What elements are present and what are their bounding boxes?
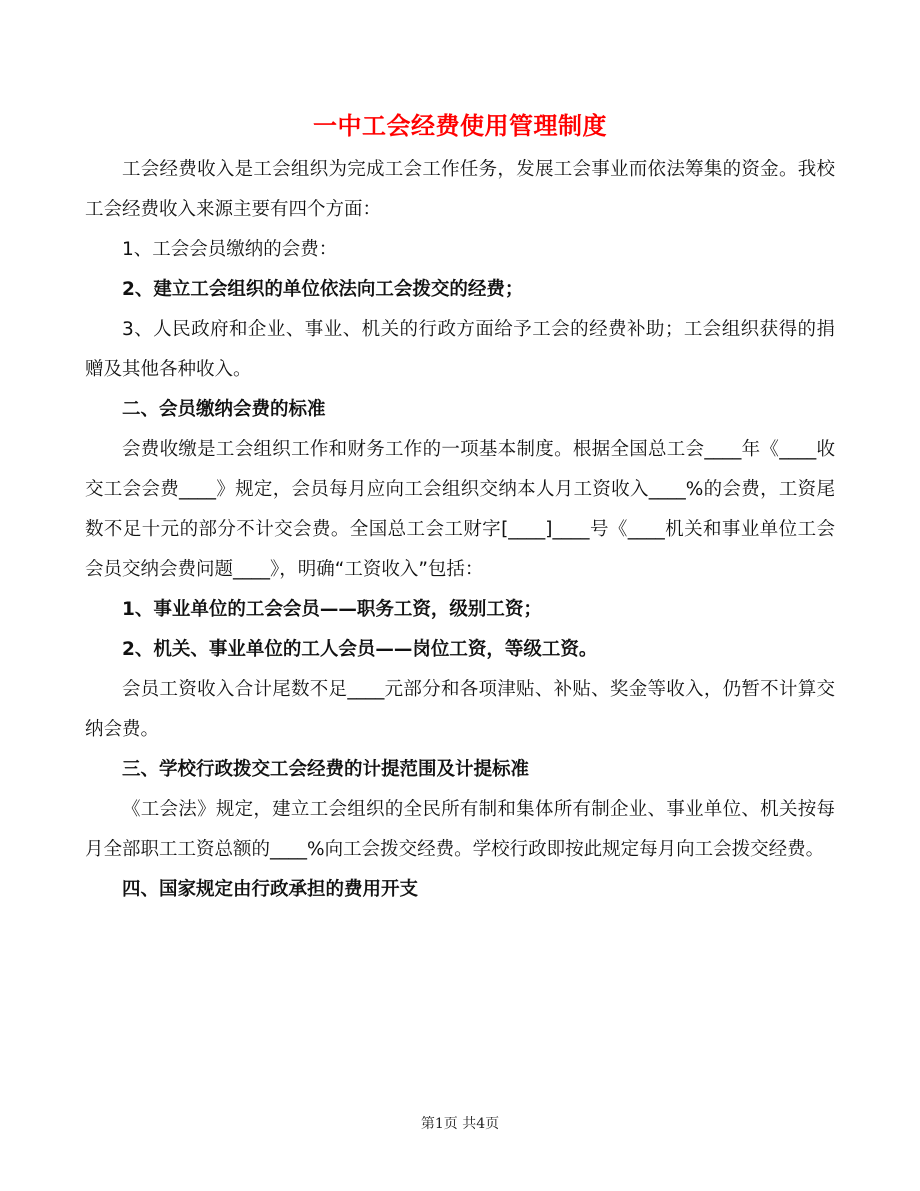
- paragraph-union-law: 《工会法》规定，建立工会组织的全民所有制和集体所有制企业、事业单位、机关按每月全部职工工资总额的____%向工会拨交经费。学校行政即按此规定每月向工会拨交经费。: [85, 799, 835, 860]
- paragraph-intro: 工会经费收入是工会组织为完成工会工作任务，发展工会事业而依法筹集的资金。我校工会经费收入来源主要有四个方面：: [85, 159, 835, 220]
- paragraph-wage-remainder: 会员工资收入合计尾数不足____元部分和各项津贴、补贴、奖金等收入，仍暂不计算交纳会费。: [85, 679, 835, 740]
- page-number-footer: 第1页 共4页: [420, 1116, 500, 1132]
- paragraph-source-3: 3、人民政府和企业、事业、机关的行政方面给予工会的经费补助；工会组织获得的捐赠及其他各种收入。: [85, 319, 835, 380]
- paragraph-source-2: 2、建立工会组织的单位依法向工会拨交的经费；: [122, 279, 524, 300]
- section-heading-4: 四、国家规定由行政承担的费用开支: [122, 879, 419, 900]
- paragraph-source-1: 1、工会会员缴纳的会费：: [122, 239, 338, 260]
- document-title: 一中工会经费使用管理制度: [313, 112, 607, 140]
- section-heading-3: 三、学校行政拨交工会经费的计提范围及计提标准: [122, 759, 530, 780]
- section-heading-2: 二、会员缴纳会费的标准: [122, 399, 326, 420]
- paragraph-dues-standard: 会费收缴是工会组织工作和财务工作的一项基本制度。根据全国总工会____年《____收交工会会费____》规定，会员每月应向工会组织交纳本人月工资收入____%的会费，工资尾数不足十元的部分不计交会费。全国总工会工财字[____]____号《____机关和事业单位工会会员交纳会费问题____》，明确“工资收入”包括：: [85, 439, 835, 580]
- paragraph-wage-item-2: 2、机关、事业单位的工人会员——岗位工资，等级工资。: [122, 639, 598, 660]
- document-body: [85, 150, 835, 910]
- paragraph-wage-item-1: 1、事业单位的工会会员——职务工资，级别工资；: [122, 599, 542, 620]
